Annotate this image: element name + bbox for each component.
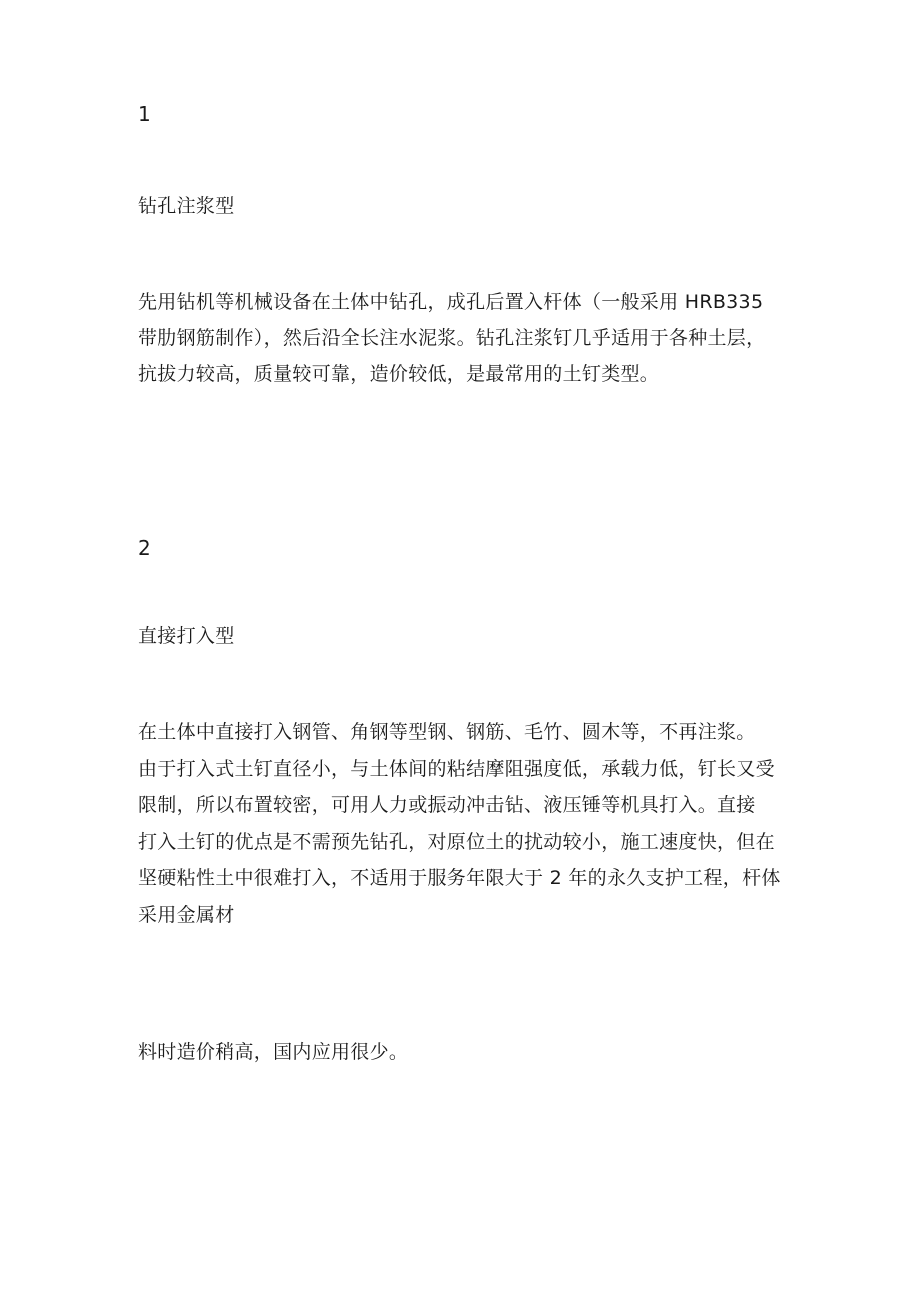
paragraph-line: 坚硬粘性土中很难打入，不适用于服务年限大于 2 年的永久支护工程，杆体 — [138, 867, 781, 889]
paragraph-line: 打入土钉的优点是不需预先钻孔，对原位土的扰动较小，施工速度快，但在 — [138, 830, 775, 853]
section-1-number: 1 — [138, 102, 152, 126]
paragraph-line: 抗拔力较高，质量较可靠，造价较低，是最常用的土钉类型。 — [138, 363, 660, 385]
section-1-paragraph — [138, 284, 798, 392]
section-2-paragraph — [138, 714, 798, 933]
paragraph-line: 带肋钢筋制作），然后沿全长注水泥浆。钻孔注浆钉几乎适用于各种土层， — [138, 327, 766, 349]
section-2-continuation: 料时造价稍高，国内应用很少。 — [138, 1041, 409, 1063]
paragraph-line: 由于打入式土钉直径小，与土体间的粘结摩阻强度低，承载力低，钉长又受 — [138, 757, 775, 780]
paragraph-line: 限制，所以布置较密，可用人力或振动冲击钻、液压锤等机具打入。直接 — [138, 794, 756, 816]
section-2-number: 2 — [138, 536, 152, 560]
paragraph-line: 先用钻机等机械设备在土体中钻孔，成孔后置入杆体（一般采用 HRB335 — [138, 291, 764, 313]
paragraph-line: 采用金属材 — [138, 903, 235, 926]
paragraph-line: 在土体中直接打入钢管、角钢等型钢、钢筋、毛竹、圆木等，不再注浆。 — [138, 721, 756, 743]
section-2-title: 直接打入型 — [138, 625, 235, 647]
section-1-title: 钻孔注浆型 — [138, 195, 235, 217]
